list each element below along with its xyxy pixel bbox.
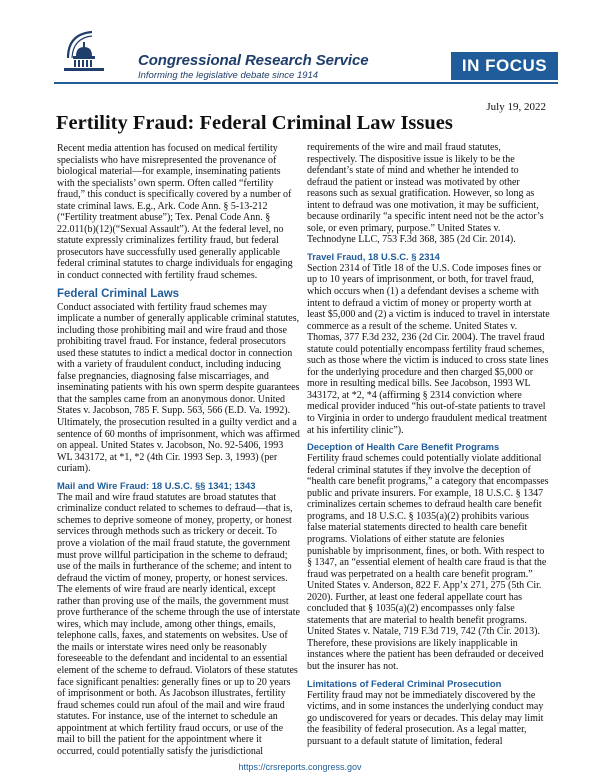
federal-criminal-laws-paragraph: Conduct associated with fertility fraud schemes may implicate a number of generally applicable criminal statutes, including those prohibiting mail and wire fraud and those prohibiting travel fraud. For instance, federal prosecutors used these statutes to indict a medical doctor in connection with a variety of fraudulent conduct, including inducing false pregnancies, diagnosing false miscarriages, and inseminating patients with his own sperm despite guarantees that the samples came from an anonymous donor. United States v. Jacobson, 785 F. Supp. 563, 566 (E.D. Va. 1992). Ultimately, the prosecution resulted in a guilty verdict and a sentence of 60 months of imprisonment, which was affirmed on appeal. United States v. Jacobson, No. 92-5406, 1993 WL 343172, at *1, *2 (4th Cir. 1993 Sep. 3, 1993) (per curiam). — [57, 301, 300, 475]
heading-limitations: Limitations of Federal Criminal Prosecution — [307, 677, 502, 689]
right-column — [307, 142, 550, 747]
intro-paragraph: Recent media attention has focused on medical fertility specialists who have misrepresented the provenance of biological material—for example, inseminating patients with the specialists’ own sperm. Often called “fertility fraud,” this conduct is specifically covered by a number of state criminal laws. E.g., Ark. Code Ann. § 5-13-212 (“Fertility treatment abuse”); Tex. Penal Code Ann. § 22.011(b)(12)(“Sexual Assault”). At the federal level, no statute expressly criminalizes fertility fraud, but federal prosecutors have successfully used generally applicable federal criminal statutes to charge individuals for engaging in conduct connected with fertility fraud schemes. — [57, 143, 293, 282]
page-title: Fertility Fraud: Federal Criminal Law Issues — [56, 112, 453, 134]
report-date: July 19, 2022 — [486, 101, 546, 113]
capitol-dome-icon — [62, 28, 108, 74]
footer-url-link[interactable]: https://crsreports.congress.gov — [238, 762, 362, 772]
heading-federal-criminal-laws: Federal Criminal Laws — [57, 287, 180, 300]
left-column — [57, 143, 300, 757]
in-focus-badge: IN FOCUS — [451, 52, 558, 80]
travel-fraud-paragraph: Section 2314 of Title 18 of the U.S. Code imposes fines or up to 10 years of imprisonment, or both, for travel fraud, which occurs when (1) a defendant devises a scheme with intent to defraud a victim of money or property worth at least $5,000 and (2) a victim is induced to travel in interstate commerce as a result of the scheme. United States v. Thomas, 377 F.3d 232, 236 (2d Cir. 2004). The travel fraud statute could potentially encompass fertility fraud schemes, such as those where the victim is induced to cross state lines for the underlying procedure and then charged $5,000 or more in resulting medical bills. See Jacobson, 1993 WL 343172, at *2, *4 (affirming § 2314 conviction where medical provider induced “his out-of-state patients to travel to Virginia in order to undergo fraudulent medical treatment at his infertility clinic”). — [307, 262, 550, 436]
health-care-deception-paragraph: Fertility fraud schemes could potentially violate additional federal criminal statutes if they involve the deception of “health care benefit programs,” a category that encompasses public and private insurers. For example, 18 U.S.C. § 1347 criminalizes certain schemes to defraud health care benefit programs, and 18 U.S.C. § 1035(a)(2) prohibits various false material statements directed to health care benefit programs. Violations of either statute are felonies punishable by imprisonment, fines, or both. With respect to § 1347, an “essential element of health care fraud is that the fraud was perpetrated on a health care benefit program.” United States v. Anderson, 822 F. App’x 271, 275 (5th Cir. 2020). Further, at least one federal appellate court has concluded that § 1035(a)(2) encompasses only false statements that are material to health benefit programs. United States v. Natale, 719 F.3d 719, 742 (7th Cir. 2013). Therefore, these provisions are likely inapplicable in instances where the patient has been defrauded or deceived but the insurer has not. — [307, 453, 549, 672]
mail-wire-fraud-paragraph: The mail and wire fraud statutes are broad statutes that criminalize conduct related to schemes to defraud—that is, schemes to deprive someone of money, property, or honest services through methods such as trickery or deceit. To prove a violation of the mail fraud statute, the government must prove willful participation in the scheme to defraud; use of the mails in furtherance of the scheme; and intent to defraud the victim of money, property, or honest services. The elements of wire fraud are nearly identical, except rather than proving use of the mails, the government must prove furtherance of the scheme through the use of interstate wires, which may include, among other things, emails, telephone calls, faxes, and statements on websites. Use of the mails or interstate wires need only be reasonably foreseeable to the defendant and incidental to an essential element of the scheme to defraud. Violators of these statutes face significant penalties: generally fines or up to 20 years of imprisonment or both. As Jacobson illustrates, fertility fraud schemes could run afoul of the mail and wire fraud statutes. For instance, use of the internet to schedule an appointment at which fertility fraud occurs, or use of the mail to bill the patient for the appointment where it occurred, could potentially satisfy the jurisdictional — [57, 491, 300, 757]
limitations-paragraph: Fertility fraud may not be immediately discovered by the victims, and in some instances the underlying conduct may go undiscovered for years or decades. This delay may limit the feasibility of federal prosecution. As a legal matter, pursuant to a default statute of limitation, federal — [307, 689, 544, 747]
org-tagline: Informing the legislative debate since 1914 — [138, 70, 319, 81]
heading-mail-wire-fraud: Mail and Wire Fraud: 18 U.S.C. §§ 1341; 1343 — [57, 479, 256, 491]
header-rule — [54, 82, 558, 84]
org-name: Congressional Research Service — [138, 52, 369, 69]
continued-paragraph: requirements of the wire and mail fraud statutes, respectively. The dispositive issue is likely to be the defendant’s state of mind and whether he intended to defraud the patient or instead was motivated by other reasons such as sexual gratification. However, so long as intent to defraud was one motivation, it may be sufficient, because ordinarily “a specific intent need not be the actor’s sole, or even primary, purpose.” United States v. Technodyne LLC, 753 F.3d 368, 385 (2d Cir. 2014). — [307, 142, 544, 246]
heading-health-care-deception: Deception of Health Care Benefit Programs — [307, 441, 500, 453]
heading-travel-fraud: Travel Fraud, 18 U.S.C. § 2314 — [307, 250, 440, 262]
